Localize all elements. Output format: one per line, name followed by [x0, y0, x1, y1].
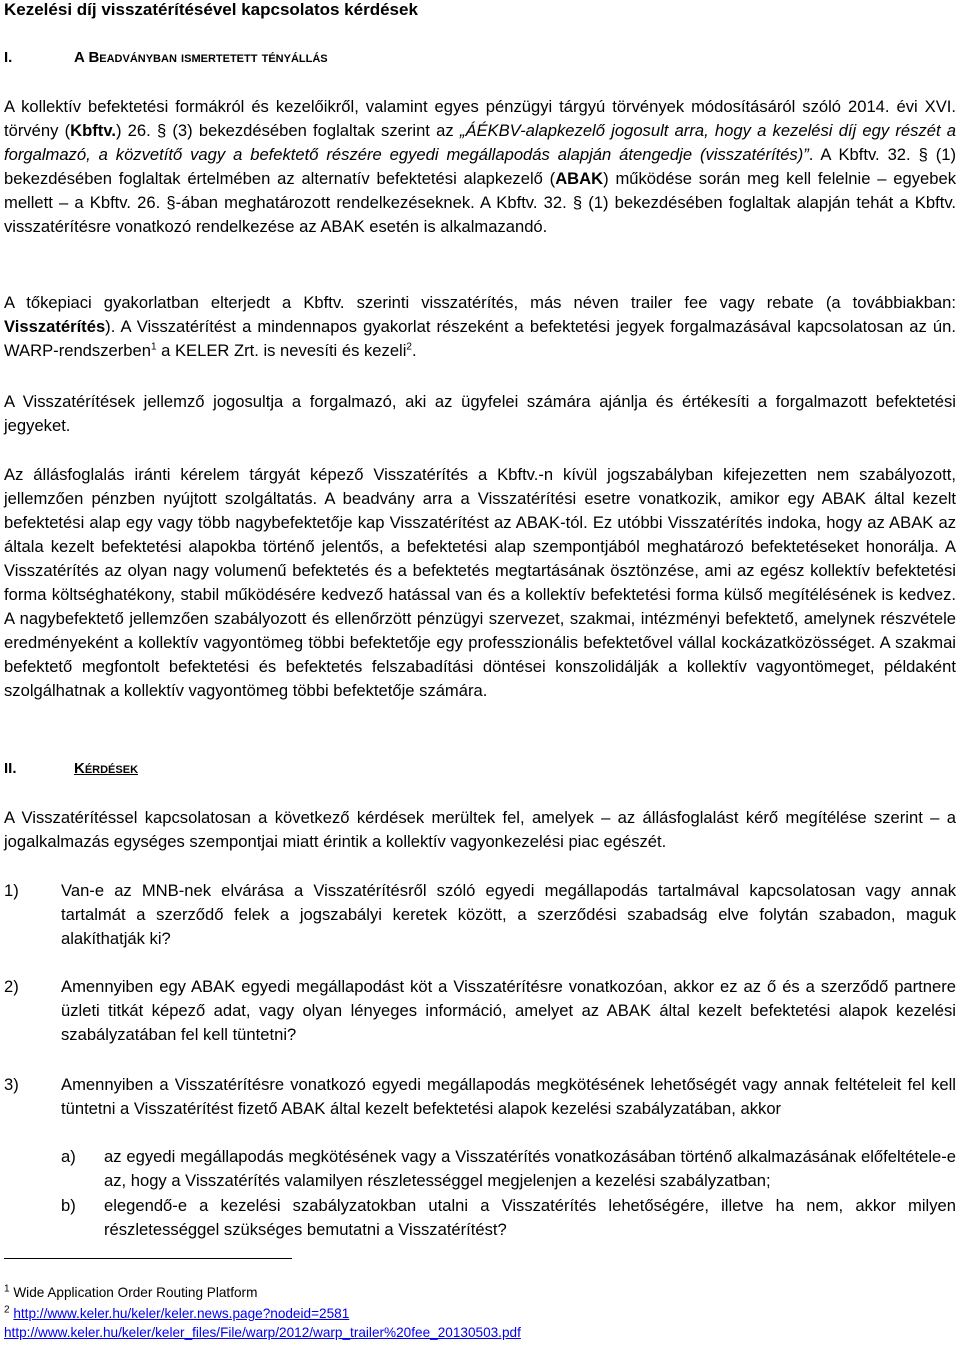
- document-title: Kezelési díj visszatérítésével kapcsolatos kérdések: [4, 0, 418, 19]
- question-2: [4, 975, 956, 1047]
- section-number: I.: [4, 49, 13, 66]
- section-number: II.: [4, 760, 17, 777]
- text-run: ) 26. § (3) bekezdésében foglaltak szerint az: [115, 121, 460, 140]
- text-run: ). A Visszatérítést a mindennapos gyakorlat részeként a befektetési jegyek forgalmazásával kapcsolatosan az ún. WARP-rendszerben: [4, 317, 956, 360]
- question-text: Amennyiben egy ABAK egyedi megállapodást köt a Visszatérítésre vonatkozóan, akkor ez az ő és a szerződő partnere üzleti titkát képező adat, vagy olyan lényeges információ, amelyet az ABAK által kezelt befektetési alapok kezelési szabályzatában fel kell tüntetni?: [61, 977, 956, 1044]
- text-run-bold: Kbftv.: [70, 121, 116, 140]
- text-run-bold: Visszatérítés: [4, 317, 106, 336]
- question-number: 1): [4, 881, 19, 900]
- question-1: [4, 879, 956, 951]
- footnote-1: [4, 1284, 257, 1302]
- question-text: Van-e az MNB-nek elvárása a Visszatérítésről szóló egyedi megállapodás tartalmával kapcsolatosan vagy annak tartalmát a szerződő felek a jogszabályi keretek között, a szerződési szabadság elve folytán szabadon, maguk alakíthatják ki?: [61, 881, 956, 948]
- footnote-ref-1[interactable]: 1: [150, 341, 157, 353]
- text-run: . A Kbftv. 32. § (1) bekezdésében foglaltak értelmében az alternatív befektetési alapkezelő (: [4, 145, 957, 188]
- paragraph-facts-1: [4, 95, 956, 239]
- text-run: A tőkepiaci gyakorlatban elterjedt a Kbftv. szerinti visszatérítés, más néven trailer fee vagy rebate (a továbbiakban:: [4, 293, 956, 312]
- subquestion-b: [61, 1194, 956, 1242]
- text-run: .: [411, 341, 417, 360]
- question-3: [4, 1073, 956, 1121]
- paragraph-facts-4: Az állásfoglalás iránti kérelem tárgyát képező Visszatérítés a Kbftv.-n kívül jogszabályban kifejezetten nem szabályozott, jellemzően pénzben nyújtott szolgáltatás. A beadvány arra a Visszatérítési esetre vonatkozik, amikor egy ABAK által kezelt befektetési alap egy vagy több nagybefektetője kap Visszatérítést az ABAK-tól. Ez utóbbi Visszatérítés indoka, hogy az ABAK az általa kezelt befektetési alapokba történő jelentős, a befektetési alap szempontjából meghatározó befektetéseket honorálja. A Visszatérítés az olyan nagy volumenű befektetés és a befektetés megtartásának ösztönzése, ami az egész kollektív befektetési forma költséghatékony, stabil működésére kedvező hatással van és a kollektív befektetési forma külső megítélésének is kedvez. A nagybefektető jellemzően szabályozott és ellenőrzött pénzügyi szervezet, szakmai, intézményi befektető, amelynek részvétele eredményeként a kollektív vagyontömeg többi befektetője egy professzionális befektetővel vállal kockázatközösséget. A szakmai befektető megfontolt befektetési és befektetés felszabadítási döntései konszolidálják a kollektív vagyontömeget, példaként szolgálhatnak a kollektív vagyontömeg többi befektetője számára.: [4, 465, 956, 700]
- subquestion-label: a): [61, 1147, 76, 1166]
- text-run: a KELER Zrt. is nevesíti és kezeli: [156, 341, 407, 360]
- subquestion-text: az egyedi megállapodás megkötésének vagy a Visszatérítés vonatkozásában történő alkalmazásának előfeltétele-e az, hogy a Visszatérítés valamilyen részletességgel megjelenjen a kezelési szabályzatban;: [104, 1147, 956, 1190]
- paragraph-facts-3: A Visszatérítések jellemző jogosultja a forgalmazó, aki az ügyfelei számára ajánlja és értékesíti a forgalmazott befektetési jegyeket.: [4, 392, 956, 435]
- footnote-number: 2: [4, 1304, 10, 1316]
- paragraph-facts-2: [4, 291, 956, 363]
- subquestion-text: elegendő-e a kezelési szabályzatokban utalni a Visszatérítés lehetőségére, illetve ha nem, akkor milyen részletességgel szükséges bemutatni a Visszatérítést?: [104, 1196, 956, 1239]
- section-title: A Beadványban ismertetett tényállás: [74, 49, 328, 66]
- footnote-ref-2[interactable]: 2: [406, 341, 412, 353]
- footnote-link-keler-news[interactable]: http://www.keler.hu/keler/keler.news.page?nodeid=2581: [13, 1306, 350, 1321]
- footnote-2: [4, 1305, 349, 1323]
- text-run-bold: ABAK: [555, 169, 604, 188]
- paragraph-questions-intro: A Visszatérítéssel kapcsolatosan a következő kérdések merültek fel, amelyek – az állásfoglalást kérő megítélése szerint – a jogalkalmazás egységes szempontjai miatt érintik a kollektív vagyonkezelési piac egészét.: [4, 808, 956, 851]
- footnote-number: 1: [4, 1283, 10, 1295]
- subquestion-label: b): [61, 1196, 76, 1215]
- text-run-italic: „ÁÉKBV-alapkezelő jogosult arra, hogy a kezelési díj egy részét a forgalmazó, a közvetítő vagy a befektető részére egyedi megállapodás alapján átengedje (visszatérítés)”: [4, 121, 957, 164]
- section-heading-1: [4, 49, 328, 66]
- section-heading-2: [4, 760, 138, 777]
- footnote-link-warp-pdf[interactable]: http://www.keler.hu/keler/keler_files/File/warp/2012/warp_trailer%20fee_20130503.pdf: [4, 1325, 521, 1340]
- section-title: Kérdések: [74, 760, 139, 777]
- question-text: Amennyiben a Visszatérítésre vonatkozó egyedi megállapodás megkötésének lehetőségét vagy annak feltételeit fel kell tüntetni a Visszatérítést fizető ABAK által kezelt befektetési alapok kezelési szabályzatában, akkor: [61, 1075, 956, 1118]
- text-run: ) működése során meg kell felelnie – egyebek mellett – a Kbftv. 26. §-ában meghatározott rendelkezéseknek. A Kbftv. 32. § (1) bekezdésében foglaltak alapján tehát a Kbftv. visszatérítésre vonatkozó rendelkezése az ABAK esetén is alkalmazandó.: [4, 169, 956, 236]
- question-number: 3): [4, 1075, 19, 1094]
- subquestion-a: [61, 1145, 956, 1193]
- question-number: 2): [4, 977, 19, 996]
- footnote-2-cont: [4, 1324, 521, 1342]
- footnote-text: Wide Application Order Routing Platform: [13, 1285, 258, 1300]
- footnote-separator: [4, 1258, 292, 1259]
- text-run: A kollektív befektetési formákról és kezelőikről, valamint egyes pénzügyi tárgyú törvények módosításáról szóló 2014. évi XVI. törvény (: [4, 97, 956, 140]
